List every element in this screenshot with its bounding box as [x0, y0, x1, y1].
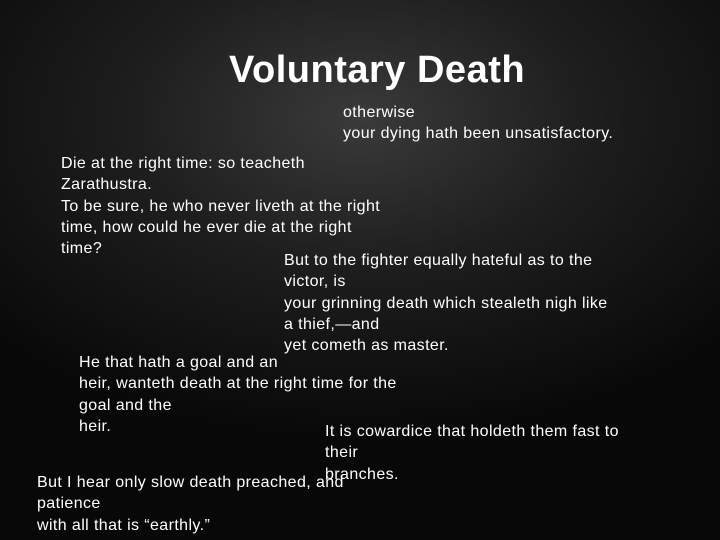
text-line: their: [325, 444, 359, 462]
slide-title: Voluntary Death: [229, 49, 526, 91]
text-line: Zarathustra.: [61, 176, 153, 194]
text-line: with all that is “earthly.”: [37, 516, 211, 534]
text-line: your grinning death which stealeth nigh like: [284, 294, 608, 312]
text-box-cowardice: [325, 421, 619, 485]
text-line: heir.: [79, 417, 112, 435]
text-box-slow-death: [37, 472, 344, 536]
text-line: To be sure, he who never liveth at the right: [61, 197, 381, 215]
text-box-otherwise: [343, 102, 613, 145]
text-line: a thief,—and: [284, 315, 380, 333]
text-line: your dying hath been unsatisfactory.: [343, 125, 614, 143]
text-line: otherwise: [343, 104, 416, 121]
text-line: branches.: [325, 465, 399, 483]
text-box-fighter: [284, 250, 608, 356]
text-line: goal and the: [79, 396, 172, 414]
text-line: time, how could he ever die at the right: [61, 218, 352, 236]
text-box-die-at-right-time: [61, 153, 380, 259]
text-line: It is cowardice that holdeth them fast to: [325, 423, 619, 440]
text-line: But I hear only slow death preached, and: [37, 474, 344, 491]
text-line: heir, wanteth death at the right time for the: [79, 375, 397, 393]
text-line: yet cometh as master.: [284, 337, 449, 355]
text-line: time?: [61, 240, 103, 258]
text-line: victor, is: [284, 273, 346, 291]
text-line: He that hath a goal and an: [79, 354, 278, 371]
text-line: patience: [37, 495, 101, 513]
text-line: But to the fighter equally hateful as to the: [284, 252, 593, 269]
text-line: Die at the right time: so teacheth: [61, 155, 305, 172]
